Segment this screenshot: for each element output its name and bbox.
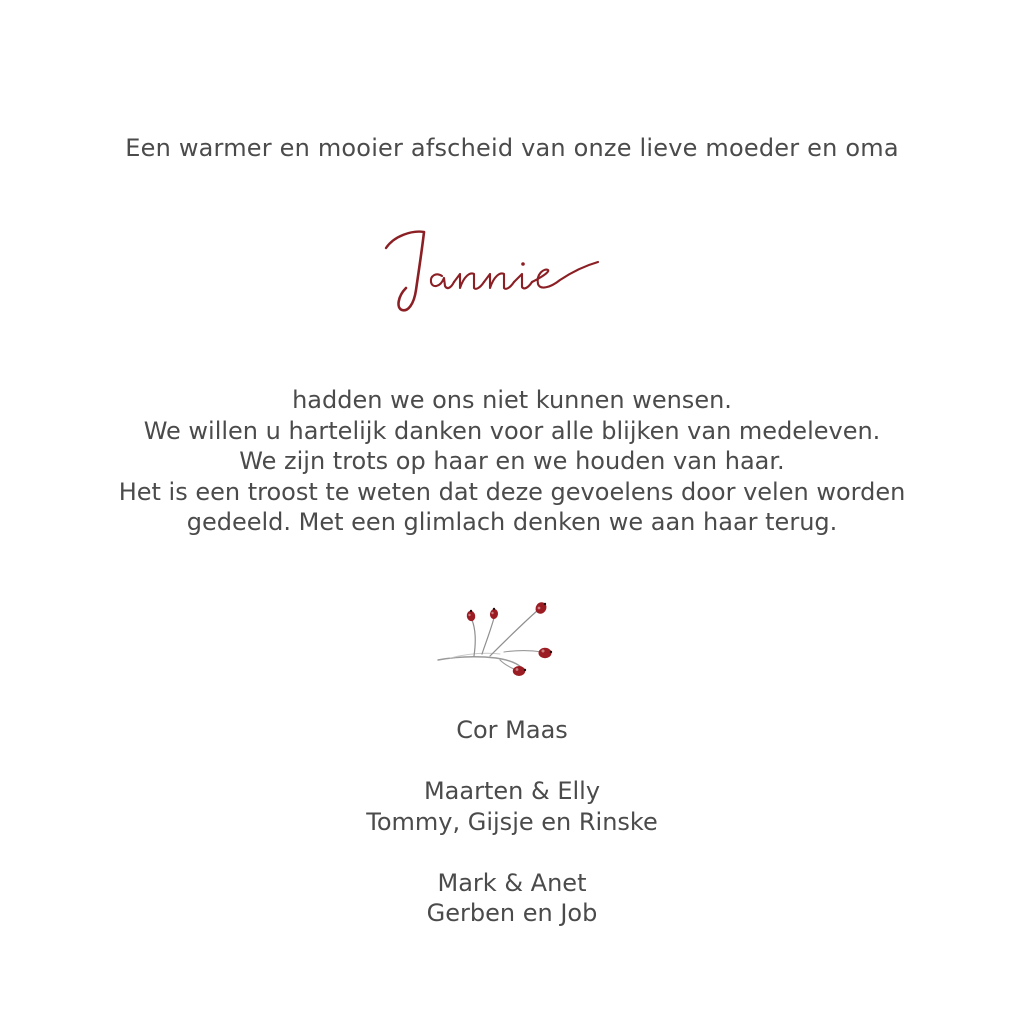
family-signatures — [0, 715, 1024, 959]
message-line: We zijn trots op haar en we houden van haar. — [239, 447, 785, 475]
family-name: Maarten & Elly — [423, 777, 601, 805]
intro-text: Een warmer en mooier afscheid van onze lieve moeder en oma — [125, 134, 899, 162]
family-group — [0, 715, 1024, 746]
family-group — [0, 868, 1024, 929]
name-calligraphy — [372, 218, 652, 328]
message-line: gedeeld. Met een glimlach denken we aan haar terug. — [186, 508, 838, 536]
family-name: Mark & Anet — [437, 868, 587, 897]
thank-you-message — [0, 385, 1024, 538]
message-line: hadden we ons niet kunnen wensen. — [292, 386, 732, 414]
family-name: Gerben en Job — [426, 899, 598, 927]
message-line: Het is een troost te weten dat deze gevoelens door velen worden — [118, 477, 906, 506]
family-name: Cor Maas — [456, 716, 568, 744]
family-name: Tommy, Gijsje en Rinske — [366, 807, 658, 836]
deceased-name — [372, 218, 652, 328]
message-line: We willen u hartelijk danken voor alle blijken van medeleven. — [143, 416, 881, 445]
rosehip-branch-icon — [430, 596, 566, 684]
family-group — [0, 776, 1024, 837]
